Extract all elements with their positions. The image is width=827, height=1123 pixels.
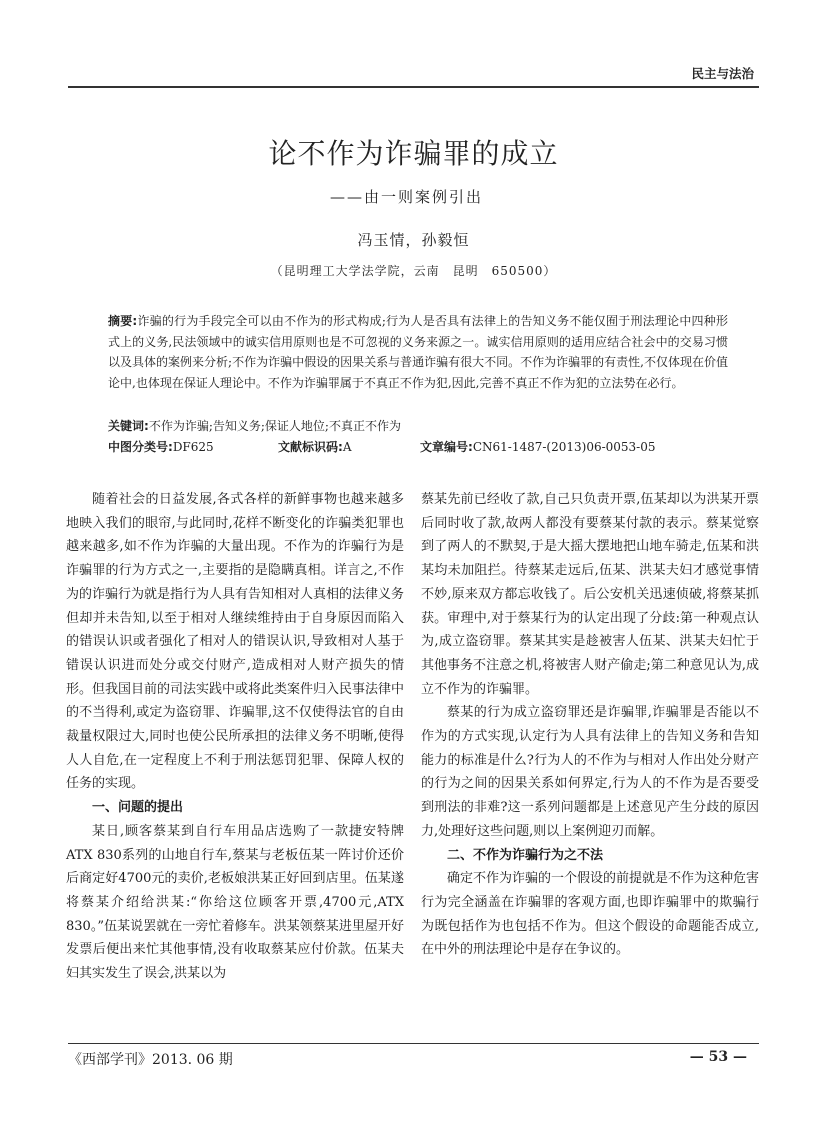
journal-section-label: 民主与法治 bbox=[691, 66, 754, 81]
footer-rule bbox=[68, 1043, 759, 1044]
article-number bbox=[420, 437, 656, 457]
section-heading: 二、不作为诈骗行为之不法 bbox=[447, 847, 604, 863]
doc-label: 文献标识码: bbox=[278, 440, 343, 454]
abstract-label: 摘要: bbox=[108, 314, 138, 328]
clc-value: DF625 bbox=[172, 440, 214, 454]
article-title: 论不作为诈骗罪的成立 bbox=[268, 137, 559, 170]
body-paragraph: 蔡某的行为成立盗窃罪还是诈骗罪,诈骗罪是否能以不作为的方式实现,认定行为人具有法律上的告知义务和告知能力的标准是什么?行为人的不作为与相对人作出处分财产的行为之间的因果关系如何界定,行为人的不作为是否要受到刑法的非难?这一系列问题都是上述意见产生分歧的原因力,处理好这些问题,则以上案例迎刃而解。 bbox=[421, 705, 759, 839]
body-paragraph-continued: 蔡某先前已经收了款,自己只负责开票,伍某却以为洪某开票后同时收了款,故两人都没有要蔡某付款的表示。蔡某觉察到了两人的不默契,于是大摇大摆地把山地车骑走,伍某和洪某均未加阻拦。待蔡某走远后,伍某、洪某夫妇才感觉事情不妙,原来双方都忘收钱了。后公安机关迅速侦破,将蔡某抓获。审理中,对于蔡某行为的认定出现了分歧:第一种观点认为,成立盗窃罪。蔡某其实是趁被害人伍某、洪某夫妇忙于其他事务不注意之机,将被害人财产偷走;第二种意见认为,成立不作为的诈骗罪。 bbox=[421, 492, 759, 697]
body-paragraph: 确定不作为诈骗的一个假设的前提就是不作为这种危害行为完全涵盖在诈骗罪的客观方面,也即诈骗罪中的欺骗行为既包括作为也包括不作为。但这个假设的命题能否成立,在中外的刑法理论中是存在争议的。 bbox=[421, 871, 760, 958]
abstract-text: 诈骗的行为手段完全可以由不作为的形式构成;行为人是否具有法律上的告知义务不能仅囿于刑法理论中四种形式上的义务,民法领域中的诚实信用原则也是不可忽视的义务来源之一。诚实信用原则的适用应结合社会中的交易习惯以及具体的案例来分析;不作为诈骗中假设的因果关系与普通诈骗有很大不同。不作为诈骗罪的有责性,不仅体现在价值论中,也体现在保证人理论中。不作为诈骗罪属于不真正不作为犯,因此,完善不真正不作为犯的立法势在必行。 bbox=[108, 314, 728, 390]
journal-issue: 《西部学刊》2013. 06 期 bbox=[68, 1052, 233, 1068]
clc-number bbox=[108, 437, 278, 457]
article-subtitle: ——由一则案例引出 bbox=[330, 188, 484, 206]
body-column-right bbox=[421, 488, 759, 962]
clc-label: 中图分类号: bbox=[108, 440, 173, 454]
keywords bbox=[108, 416, 728, 436]
abstract bbox=[108, 311, 728, 393]
doc-value: A bbox=[342, 440, 352, 454]
header-rule bbox=[68, 86, 759, 88]
keywords-text: 不作为诈骗;告知义务;保证人地位;不真正不作为 bbox=[148, 419, 401, 433]
body-paragraph: 随着社会的日益发展,各式各样的新鲜事物也越来越多地映入我们的眼帘,与此同时,花样不断变化的诈骗类犯罪也越来越多,如不作为诈骗的大量出现。不作为的诈骗行为是诈骗罪的行为方式之一,主要指的是隐瞒真相。详言之,不作为的诈骗行为就是指行为人具有告知相对人真相的法律义务但却并未告知,以至于相对人继续维持由于自身原因而陷入的错误认识或者强化了相对人的错误认识,导致相对人基于错误认识进而处分或交付财产,造成相对人财产损失的情形。但我国目前的司法实践中或将此类案件归入民事法律中的不当得利,或定为盗窃罪、诈骗罪,这不仅使得法官的自由裁量权限过大,同时也使公民所承担的法律义务不明晰,使得人人自危,在一定程度上不利于刑法惩罚犯罪、保障人权的任务的实现。 bbox=[66, 492, 405, 792]
author-affiliation: （昆明理工大学法学院，云南 昆明 650500） bbox=[270, 264, 557, 278]
article-authors: 冯玉情，孙毅恒 bbox=[357, 231, 470, 249]
body-column-left bbox=[66, 488, 404, 986]
section-heading: 一、问题的提出 bbox=[92, 800, 184, 816]
document-code bbox=[278, 437, 420, 457]
classification-meta bbox=[108, 437, 728, 457]
article-value: CN61-1487-(2013)06-0053-05 bbox=[472, 440, 656, 454]
body-paragraph: 某日,顾客蔡某到自行车用品店选购了一款捷安特牌ATX 830系列的山地自行车,蔡某与老板伍某一阵讨价还价后商定好4700元的卖价,老板娘洪某正好回到店里。伍某遂将蔡某介绍给洪某:“你给这位顾客开票,4700元,ATX 830。”伍某说罢就在一旁忙着修车。洪某领蔡某进里屋开好发票后便出来忙其他事情,没有收取蔡某应付价款。伍某夫妇其实发生了误会,洪某以为 bbox=[66, 823, 404, 982]
page-number: — 53 — bbox=[689, 1049, 747, 1065]
article-label: 文章编号: bbox=[420, 440, 473, 454]
keywords-label: 关键词: bbox=[108, 419, 149, 433]
